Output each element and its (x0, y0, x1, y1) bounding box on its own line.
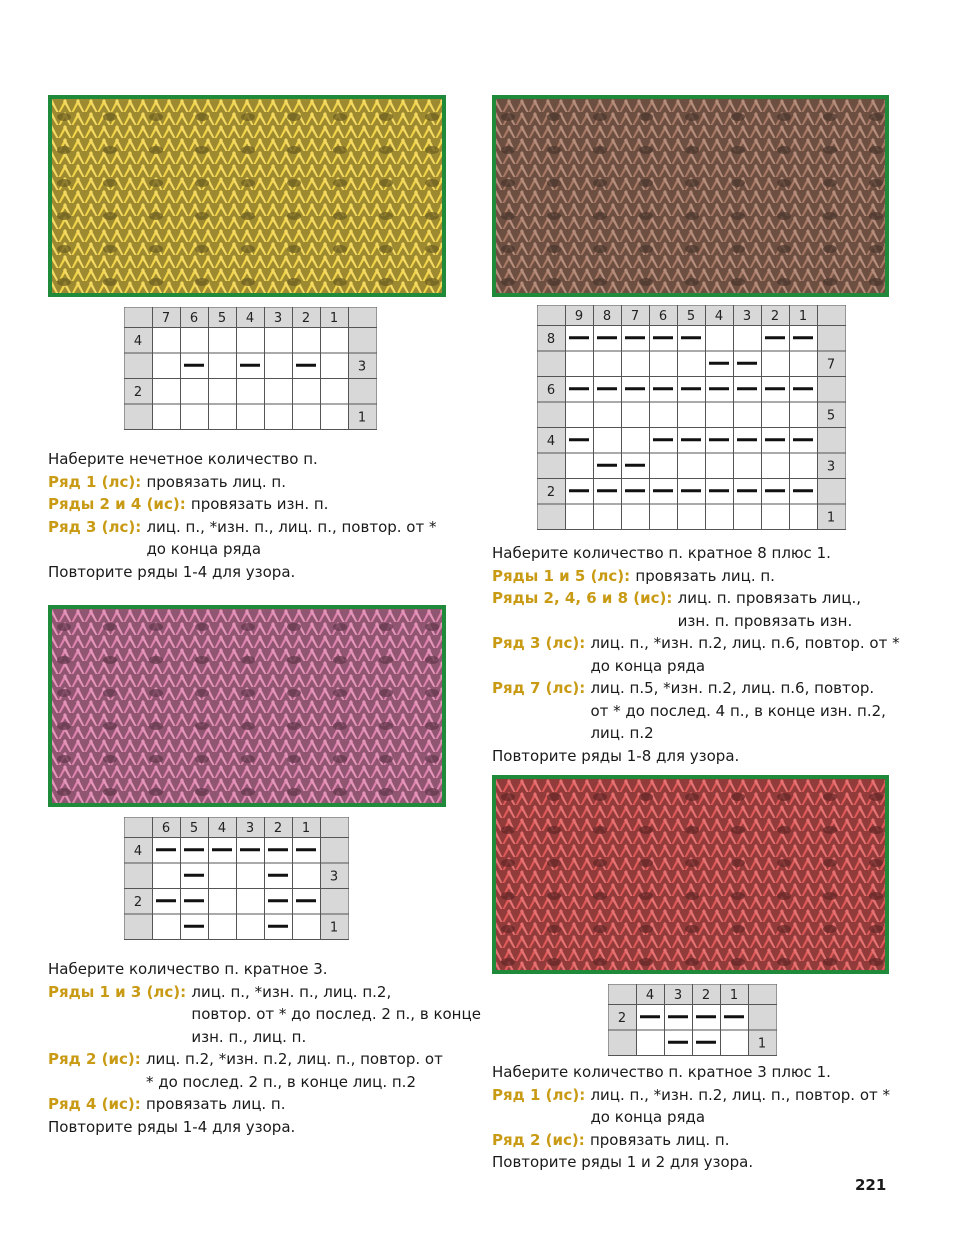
row-text-line: повтор. от * до послед. 2 п., в конце (191, 1005, 481, 1023)
pink-knit-swatch-icon (52, 609, 442, 803)
chart-col-label: 2 (701, 988, 711, 1003)
intro-text: Наберите количество п. кратное 8 плюс 1. (492, 544, 831, 562)
row-text-line: изн. п. провязать изн. (677, 611, 853, 630)
row-instruction (492, 1084, 890, 1129)
row-text-line: до конца ряда (146, 540, 262, 558)
chart-col-label: 5 (686, 309, 696, 324)
chart-row-label: 4 (133, 333, 143, 349)
yellow-knit-swatch-icon (52, 99, 442, 293)
stitch-chart-2 (537, 305, 846, 530)
row-label: Ряд 7 (лс): (492, 679, 591, 697)
outro-text: Повторите ряды 1 и 2 для узора. (492, 1153, 754, 1171)
row-label: Ряды 2, 4, 6 и 8 (ис): (492, 589, 678, 607)
row-text-line: от * до послед. 4 п., в конце изн. п.2, (590, 701, 886, 720)
swatch-photo-4 (492, 775, 889, 974)
row-text-line: провязать лиц. п. (635, 566, 775, 585)
chart-row-label: 7 (826, 357, 836, 373)
row-instruction (48, 493, 436, 516)
row-instruction (48, 516, 436, 561)
chart-col-label: 8 (602, 309, 612, 324)
chart-row-label: 6 (546, 382, 556, 398)
chart-row-label: 3 (329, 869, 339, 885)
row-label: Ряды 1 и 3 (лс): (48, 982, 192, 1001)
chart-col-label: 6 (658, 309, 668, 324)
row-label: Ряд 1 (лс): (48, 472, 147, 491)
row-label: Ряд 2 (ис): (492, 1130, 590, 1149)
row-text-line: провязать лиц. п. (589, 1130, 730, 1149)
row-instruction (48, 1093, 481, 1116)
chart-col-label: 1 (729, 988, 739, 1003)
row-label: Ряд 1 (лс): (492, 1085, 591, 1104)
outro-text: Повторите ряды 1-8 для узора. (492, 746, 740, 765)
row-text-line: изн. п., лиц. п. (191, 1027, 307, 1046)
chart-col-label: 4 (217, 821, 227, 836)
chart-row-label: 3 (826, 459, 836, 475)
chart-row-label: 3 (357, 359, 367, 375)
chart-row-label: 2 (133, 894, 143, 910)
row-label: Ряд 3 (лс): (492, 634, 591, 652)
chart-col-label: 4 (245, 311, 255, 326)
red-knit-swatch-icon (496, 779, 885, 970)
outro-text: Повторите ряды 1-4 для узора. (48, 562, 296, 581)
chart-row-label: 1 (826, 510, 836, 526)
intro-text: Наберите нечетное количество п. (48, 450, 318, 468)
chart-col-label: 4 (645, 988, 655, 1003)
chart-col-label: 7 (161, 311, 171, 326)
instructions-3 (48, 958, 481, 1138)
chart-row-label: 1 (357, 410, 367, 426)
chart-col-label: 3 (673, 988, 683, 1003)
row-text-line: провязать изн. п. (190, 495, 329, 513)
chart-col-label: 1 (301, 821, 311, 836)
brown-knit-swatch-icon (496, 99, 885, 293)
row-instruction (492, 677, 900, 745)
chart-col-label: 4 (714, 309, 724, 324)
swatch-photo-1 (48, 95, 446, 297)
row-text-line: лиц. п. провязать лиц., (677, 589, 862, 607)
row-text-line: лиц. п.2 (590, 724, 654, 742)
swatch-photo-3 (48, 605, 446, 807)
outro-text: Повторите ряды 1-4 для узора. (48, 1117, 296, 1136)
page-number: 221 (855, 1176, 887, 1194)
row-text-line: провязать лиц. п. (145, 1095, 286, 1113)
row-instruction (48, 471, 436, 494)
chart-col-label: 6 (161, 821, 171, 836)
row-label: Ряд 4 (ис): (48, 1095, 146, 1113)
chart-col-label: 2 (770, 309, 780, 324)
stitch-chart-1 (124, 307, 377, 430)
intro-text: Наберите количество п. кратное 3 плюс 1. (492, 1063, 831, 1081)
instructions-4 (492, 1061, 890, 1174)
chart-row-label: 1 (757, 1036, 767, 1052)
intro-text: Наберите количество п. кратное 3. (48, 960, 328, 978)
row-text-line: провязать лиц. п. (146, 472, 286, 491)
chart-col-label: 2 (301, 311, 311, 326)
row-text-line: * до послед. 2 п., в конце лиц. п.2 (145, 1072, 416, 1091)
chart-row-label: 1 (329, 920, 339, 936)
row-instruction (492, 565, 900, 588)
chart-col-label: 5 (217, 311, 227, 326)
chart-col-label: 6 (189, 311, 199, 326)
chart-col-label: 3 (245, 821, 255, 836)
row-label: Ряд 2 (ис): (48, 1050, 146, 1068)
chart-row-label: 2 (617, 1010, 627, 1026)
instructions-1 (48, 448, 436, 583)
chart-row-label: 5 (826, 408, 836, 424)
row-instruction (48, 981, 481, 1049)
chart-col-label: 1 (798, 309, 808, 324)
chart-col-label: 3 (273, 311, 283, 326)
row-text-line: до конца ряда (590, 1108, 706, 1126)
row-label: Ряд 3 (лс): (48, 517, 147, 536)
stitch-chart-3 (124, 817, 349, 940)
chart-col-label: 2 (273, 821, 283, 836)
chart-row-label: 8 (546, 331, 556, 347)
row-instruction (492, 587, 900, 632)
row-label: Ряды 1 и 5 (лс): (492, 566, 636, 585)
chart-col-label: 1 (329, 311, 339, 326)
row-text-line: лиц. п., *изн. п., лиц. п., повтор. от * (146, 517, 437, 536)
row-instruction (492, 632, 900, 677)
row-text-line: лиц. п., *изн. п.2, лиц. п.6, повтор. от * (590, 634, 900, 652)
instructions-2 (492, 542, 900, 767)
row-instruction (492, 1129, 890, 1152)
chart-col-label: 3 (742, 309, 752, 324)
swatch-photo-2 (492, 95, 889, 297)
chart-col-label: 9 (574, 309, 584, 324)
chart-row-label: 2 (546, 484, 556, 500)
row-instruction (48, 1048, 481, 1093)
chart-col-label: 5 (189, 821, 199, 836)
chart-row-label: 2 (133, 384, 143, 400)
stitch-chart-4 (608, 984, 777, 1056)
row-label: Ряды 2 и 4 (ис): (48, 495, 191, 513)
chart-col-label: 7 (630, 309, 640, 324)
row-text-line: лиц. п., *изн. п., лиц. п.2, (191, 982, 392, 1001)
chart-row-label: 4 (133, 843, 143, 859)
row-text-line: лиц. п.5, *изн. п.2, лиц. п.6, повтор. (590, 679, 875, 697)
row-text-line: лиц. п.2, *изн. п.2, лиц. п., повтор. от (145, 1050, 443, 1068)
row-text-line: лиц. п., *изн. п.2, лиц. п., повтор. от * (590, 1085, 891, 1104)
row-text-line: до конца ряда (590, 656, 706, 675)
chart-row-label: 4 (546, 433, 556, 449)
